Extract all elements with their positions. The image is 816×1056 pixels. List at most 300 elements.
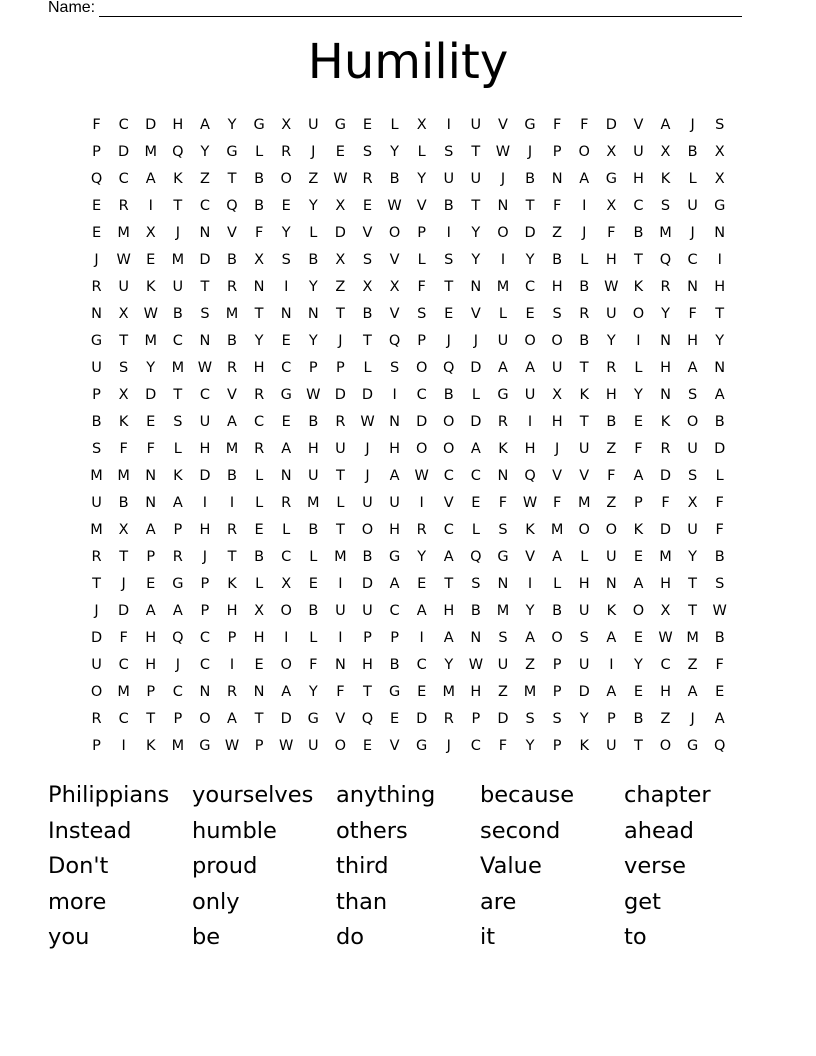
grid-letter[interactable]: G bbox=[388, 684, 401, 700]
grid-letter[interactable]: W bbox=[197, 360, 213, 376]
grid-letter[interactable]: D bbox=[361, 576, 374, 592]
grid-letter[interactable]: T bbox=[335, 522, 345, 538]
grid-letter[interactable]: F bbox=[715, 522, 724, 538]
grid-letter[interactable]: K bbox=[145, 279, 156, 295]
grid-letter[interactable]: C bbox=[633, 198, 644, 214]
grid-letter[interactable]: T bbox=[444, 576, 454, 592]
grid-letter[interactable]: C bbox=[172, 333, 183, 349]
grid-letter[interactable]: G bbox=[388, 549, 401, 565]
grid-letter[interactable]: A bbox=[281, 684, 292, 700]
grid-letter[interactable]: Y bbox=[227, 117, 237, 133]
grid-letter[interactable]: B bbox=[470, 603, 481, 619]
grid-letter[interactable]: L bbox=[715, 468, 724, 484]
grid-letter[interactable]: O bbox=[632, 306, 645, 322]
grid-letter[interactable]: K bbox=[606, 603, 617, 619]
grid-letter[interactable]: H bbox=[145, 630, 157, 646]
grid-letter[interactable]: D bbox=[659, 468, 672, 484]
grid-letter[interactable]: U bbox=[470, 117, 482, 133]
grid-letter[interactable]: P bbox=[471, 711, 481, 727]
grid-letter[interactable]: H bbox=[307, 441, 319, 457]
grid-letter[interactable]: H bbox=[199, 441, 211, 457]
grid-letter[interactable]: Q bbox=[388, 333, 401, 349]
grid-letter[interactable]: T bbox=[227, 549, 237, 565]
grid-letter[interactable]: P bbox=[308, 360, 318, 376]
grid-letter[interactable]: X bbox=[389, 279, 400, 295]
grid-letter[interactable]: U bbox=[307, 468, 319, 484]
grid-letter[interactable]: Y bbox=[606, 333, 616, 349]
grid-letter[interactable]: X bbox=[416, 117, 427, 133]
grid-letter[interactable]: I bbox=[148, 198, 153, 214]
grid-letter[interactable]: Y bbox=[525, 738, 535, 754]
grid-letter[interactable]: L bbox=[255, 468, 264, 484]
grid-letter[interactable]: W bbox=[224, 738, 240, 754]
grid-letter[interactable]: L bbox=[580, 549, 589, 565]
grid-letter[interactable]: M bbox=[496, 279, 510, 295]
grid-letter[interactable]: J bbox=[473, 333, 478, 349]
grid-letter[interactable]: R bbox=[335, 414, 346, 430]
grid-letter[interactable]: T bbox=[579, 414, 589, 430]
grid-letter[interactable]: W bbox=[658, 630, 673, 646]
grid-letter[interactable]: V bbox=[227, 387, 237, 403]
grid-letter[interactable]: Y bbox=[444, 657, 454, 673]
grid-letter[interactable]: R bbox=[660, 441, 671, 457]
grid-letter[interactable]: Y bbox=[417, 549, 427, 565]
grid-letter[interactable]: X bbox=[118, 387, 129, 403]
grid-letter[interactable]: J bbox=[690, 225, 695, 241]
grid-letter[interactable]: H bbox=[524, 441, 536, 457]
grid-letter[interactable]: M bbox=[523, 684, 537, 700]
grid-letter[interactable]: P bbox=[227, 630, 237, 646]
grid-letter[interactable]: T bbox=[363, 684, 372, 700]
grid-letter[interactable]: R bbox=[362, 171, 373, 187]
grid-letter[interactable]: B bbox=[389, 171, 400, 187]
grid-letter[interactable]: H bbox=[362, 657, 373, 673]
grid-letter[interactable]: S bbox=[579, 630, 589, 646]
grid-letter[interactable]: P bbox=[173, 711, 183, 727]
grid-letter[interactable]: R bbox=[226, 279, 238, 295]
grid-letter[interactable]: N bbox=[145, 468, 157, 484]
grid-letter[interactable]: S bbox=[715, 576, 725, 592]
grid-letter[interactable]: A bbox=[389, 576, 400, 592]
grid-letter[interactable]: H bbox=[389, 441, 401, 457]
grid-letter[interactable]: A bbox=[145, 603, 156, 619]
grid-letter[interactable]: K bbox=[660, 171, 671, 187]
grid-letter[interactable]: L bbox=[173, 441, 182, 457]
grid-letter[interactable]: K bbox=[633, 279, 644, 295]
grid-letter[interactable]: B bbox=[714, 549, 725, 565]
grid-letter[interactable]: S bbox=[281, 252, 291, 268]
grid-letter[interactable]: P bbox=[173, 522, 183, 538]
grid-letter[interactable]: V bbox=[633, 117, 644, 133]
grid-letter[interactable]: O bbox=[605, 522, 618, 538]
grid-letter[interactable]: F bbox=[688, 306, 697, 322]
grid-letter[interactable]: A bbox=[281, 441, 292, 457]
grid-letter[interactable]: N bbox=[687, 279, 699, 295]
grid-letter[interactable]: X bbox=[714, 171, 725, 187]
grid-letter[interactable]: S bbox=[444, 252, 454, 268]
grid-letter[interactable]: H bbox=[551, 414, 563, 430]
grid-letter[interactable]: U bbox=[118, 279, 129, 295]
grid-letter[interactable]: E bbox=[444, 306, 454, 322]
grid-letter[interactable]: W bbox=[306, 387, 321, 403]
grid-letter[interactable]: I bbox=[527, 576, 533, 592]
grid-letter[interactable]: C bbox=[118, 657, 129, 673]
grid-letter[interactable]: X bbox=[335, 252, 346, 268]
grid-letter[interactable]: T bbox=[146, 711, 156, 727]
grid-letter[interactable]: C bbox=[660, 657, 671, 673]
grid-letter[interactable]: L bbox=[363, 360, 372, 376]
grid-letter[interactable]: V bbox=[362, 225, 373, 241]
grid-letter[interactable]: H bbox=[605, 252, 617, 268]
grid-letter[interactable]: U bbox=[172, 279, 184, 295]
grid-letter[interactable]: M bbox=[550, 522, 564, 538]
grid-letter[interactable]: O bbox=[90, 684, 103, 700]
grid-letter[interactable]: X bbox=[281, 576, 292, 592]
grid-letter[interactable]: N bbox=[497, 198, 509, 214]
grid-letter[interactable]: L bbox=[417, 144, 426, 160]
grid-letter[interactable]: A bbox=[443, 549, 454, 565]
grid-letter[interactable]: W bbox=[143, 306, 158, 322]
grid-letter[interactable]: V bbox=[579, 468, 590, 484]
grid-letter[interactable]: H bbox=[687, 333, 699, 349]
grid-letter[interactable]: O bbox=[415, 360, 428, 376]
grid-letter[interactable]: P bbox=[363, 630, 372, 646]
grid-letter[interactable]: S bbox=[417, 306, 427, 322]
grid-letter[interactable]: S bbox=[552, 711, 562, 727]
grid-letter[interactable]: X bbox=[714, 144, 725, 160]
grid-letter[interactable]: X bbox=[118, 306, 129, 322]
grid-letter[interactable]: A bbox=[714, 711, 725, 727]
grid-letter[interactable]: N bbox=[497, 576, 509, 592]
grid-letter[interactable]: S bbox=[498, 522, 508, 538]
grid-letter[interactable]: G bbox=[172, 576, 184, 592]
grid-letter[interactable]: D bbox=[605, 117, 617, 133]
grid-letter[interactable]: B bbox=[633, 225, 644, 241]
grid-letter[interactable]: C bbox=[524, 279, 536, 295]
grid-letter[interactable]: Q bbox=[470, 549, 482, 565]
grid-letter[interactable]: E bbox=[146, 252, 156, 268]
grid-letter[interactable]: U bbox=[578, 657, 590, 673]
grid-letter[interactable]: U bbox=[389, 495, 400, 511]
grid-letter[interactable]: B bbox=[362, 306, 373, 322]
grid-letter[interactable]: S bbox=[552, 306, 562, 322]
grid-letter[interactable]: M bbox=[225, 441, 239, 457]
grid-letter[interactable]: M bbox=[171, 252, 185, 268]
grid-letter[interactable]: P bbox=[92, 144, 101, 160]
grid-letter[interactable]: H bbox=[660, 684, 671, 700]
grid-letter[interactable]: B bbox=[443, 387, 454, 403]
grid-letter[interactable]: G bbox=[524, 117, 536, 133]
grid-letter[interactable]: I bbox=[446, 225, 451, 241]
grid-letter[interactable]: I bbox=[582, 198, 587, 214]
grid-letter[interactable]: K bbox=[579, 387, 589, 403]
grid-letter[interactable]: T bbox=[227, 171, 237, 187]
grid-letter[interactable]: R bbox=[606, 360, 617, 376]
grid-letter[interactable]: R bbox=[497, 414, 508, 430]
grid-letter[interactable]: S bbox=[362, 252, 373, 268]
grid-letter[interactable]: H bbox=[632, 171, 644, 187]
grid-letter[interactable]: B bbox=[254, 198, 265, 214]
grid-letter[interactable]: D bbox=[334, 225, 346, 241]
grid-letter[interactable]: P bbox=[606, 711, 616, 727]
grid-letter[interactable]: B bbox=[714, 414, 725, 430]
grid-letter[interactable]: N bbox=[253, 279, 265, 295]
grid-letter[interactable]: Y bbox=[308, 198, 318, 214]
grid-letter[interactable]: G bbox=[334, 117, 347, 133]
grid-letter[interactable]: M bbox=[659, 225, 672, 241]
grid-letter[interactable]: D bbox=[199, 252, 211, 268]
grid-letter[interactable]: C bbox=[199, 387, 210, 403]
grid-letter[interactable]: Z bbox=[199, 171, 210, 187]
grid-letter[interactable]: Q bbox=[524, 468, 536, 484]
grid-letter[interactable]: S bbox=[444, 144, 454, 160]
grid-letter[interactable]: H bbox=[660, 360, 671, 376]
grid-letter[interactable]: C bbox=[199, 630, 210, 646]
grid-letter[interactable]: M bbox=[442, 684, 456, 700]
grid-letter[interactable]: P bbox=[552, 657, 562, 673]
grid-letter[interactable]: T bbox=[119, 549, 129, 565]
grid-letter[interactable]: M bbox=[117, 684, 130, 700]
grid-letter[interactable]: F bbox=[607, 225, 616, 241]
grid-letter[interactable]: H bbox=[226, 603, 238, 619]
grid-letter[interactable]: E bbox=[281, 414, 291, 430]
grid-letter[interactable]: R bbox=[91, 279, 102, 295]
grid-letter[interactable]: H bbox=[443, 603, 455, 619]
grid-letter[interactable]: V bbox=[525, 549, 535, 565]
grid-letter[interactable]: L bbox=[309, 630, 318, 646]
grid-letter[interactable]: J bbox=[175, 657, 180, 673]
grid-letter[interactable]: N bbox=[280, 468, 292, 484]
grid-letter[interactable]: U bbox=[551, 360, 563, 376]
grid-letter[interactable]: B bbox=[579, 279, 590, 295]
grid-letter[interactable]: O bbox=[497, 225, 509, 241]
grid-letter[interactable]: Z bbox=[687, 657, 698, 673]
grid-letter[interactable]: A bbox=[525, 360, 535, 376]
grid-letter[interactable]: C bbox=[172, 684, 183, 700]
grid-letter[interactable]: U bbox=[362, 495, 373, 511]
grid-letter[interactable]: X bbox=[606, 198, 617, 214]
grid-letter[interactable]: S bbox=[173, 414, 183, 430]
grid-letter[interactable]: J bbox=[690, 117, 695, 133]
grid-letter[interactable]: O bbox=[524, 333, 536, 349]
grid-letter[interactable]: T bbox=[173, 198, 183, 214]
grid-letter[interactable]: I bbox=[284, 279, 289, 295]
grid-letter[interactable]: B bbox=[308, 414, 319, 430]
grid-letter[interactable]: D bbox=[199, 468, 211, 484]
grid-letter[interactable]: B bbox=[254, 549, 265, 565]
grid-letter[interactable]: A bbox=[172, 603, 183, 619]
grid-letter[interactable]: T bbox=[633, 738, 643, 754]
grid-letter[interactable]: E bbox=[362, 198, 373, 214]
grid-letter[interactable]: S bbox=[715, 117, 725, 133]
grid-letter[interactable]: B bbox=[552, 603, 563, 619]
grid-letter[interactable]: I bbox=[446, 117, 451, 133]
grid-letter[interactable]: T bbox=[688, 576, 698, 592]
grid-letter[interactable]: L bbox=[471, 522, 480, 538]
grid-letter[interactable]: C bbox=[199, 198, 210, 214]
grid-letter[interactable]: M bbox=[171, 360, 185, 376]
grid-letter[interactable]: E bbox=[525, 306, 535, 322]
grid-letter[interactable]: Z bbox=[525, 657, 536, 673]
grid-letter[interactable]: T bbox=[579, 360, 589, 376]
grid-letter[interactable]: A bbox=[687, 684, 698, 700]
grid-letter[interactable]: E bbox=[146, 414, 156, 430]
grid-letter[interactable]: M bbox=[144, 144, 157, 160]
grid-letter[interactable]: Y bbox=[390, 144, 399, 160]
grid-letter[interactable]: X bbox=[254, 603, 265, 619]
grid-letter[interactable]: S bbox=[91, 441, 102, 457]
grid-letter[interactable]: I bbox=[392, 387, 397, 403]
grid-letter[interactable]: A bbox=[470, 441, 481, 457]
grid-letter[interactable]: M bbox=[307, 495, 320, 511]
grid-letter[interactable]: B bbox=[172, 306, 183, 322]
grid-letter[interactable]: A bbox=[660, 117, 671, 133]
grid-letter[interactable]: X bbox=[362, 279, 373, 295]
grid-letter[interactable]: F bbox=[580, 117, 589, 133]
grid-letter[interactable]: L bbox=[390, 117, 399, 133]
grid-letter[interactable]: E bbox=[281, 333, 291, 349]
grid-letter[interactable]: F bbox=[498, 495, 508, 511]
grid-letter[interactable]: C bbox=[443, 522, 454, 538]
grid-letter[interactable]: R bbox=[281, 144, 292, 160]
grid-letter[interactable]: H bbox=[660, 576, 671, 592]
grid-letter[interactable]: C bbox=[443, 468, 454, 484]
grid-letter[interactable]: D bbox=[659, 522, 672, 538]
grid-letter[interactable]: N bbox=[253, 684, 265, 700]
grid-letter[interactable]: I bbox=[717, 252, 722, 268]
grid-letter[interactable]: L bbox=[498, 306, 507, 322]
grid-letter[interactable]: U bbox=[578, 603, 590, 619]
grid-letter[interactable]: C bbox=[389, 603, 400, 619]
grid-letter[interactable]: D bbox=[714, 441, 726, 457]
grid-letter[interactable]: B bbox=[227, 333, 237, 349]
grid-letter[interactable]: M bbox=[334, 549, 347, 565]
grid-letter[interactable]: M bbox=[144, 333, 157, 349]
grid-letter[interactable]: Q bbox=[226, 198, 238, 214]
grid-letter[interactable]: V bbox=[335, 711, 346, 727]
grid-letter[interactable]: W bbox=[279, 738, 294, 754]
grid-letter[interactable]: M bbox=[225, 306, 239, 322]
grid-letter[interactable]: I bbox=[338, 576, 343, 592]
grid-letter[interactable]: H bbox=[389, 522, 401, 538]
grid-letter[interactable]: U bbox=[606, 306, 617, 322]
grid-letter[interactable]: N bbox=[280, 306, 292, 322]
grid-letter[interactable]: B bbox=[362, 549, 373, 565]
grid-letter[interactable]: B bbox=[308, 522, 319, 538]
grid-letter[interactable]: D bbox=[118, 603, 130, 619]
grid-letter[interactable]: F bbox=[607, 468, 616, 484]
grid-letter[interactable]: H bbox=[605, 387, 617, 403]
grid-letter[interactable]: J bbox=[500, 171, 506, 187]
grid-letter[interactable]: I bbox=[229, 657, 235, 673]
grid-letter[interactable]: C bbox=[118, 117, 129, 133]
grid-letter[interactable]: E bbox=[633, 684, 643, 700]
grid-letter[interactable]: Z bbox=[606, 441, 617, 457]
grid-letter[interactable]: B bbox=[579, 333, 590, 349]
grid-letter[interactable]: T bbox=[173, 387, 183, 403]
grid-letter[interactable]: G bbox=[280, 387, 292, 403]
grid-letter[interactable]: S bbox=[200, 306, 210, 322]
grid-letter[interactable]: A bbox=[145, 171, 156, 187]
grid-letter[interactable]: F bbox=[552, 495, 562, 511]
grid-letter[interactable]: I bbox=[202, 495, 208, 511]
grid-letter[interactable]: H bbox=[551, 279, 563, 295]
grid-letter[interactable]: F bbox=[552, 117, 562, 133]
grid-letter[interactable]: U bbox=[633, 144, 644, 160]
grid-letter[interactable]: Y bbox=[308, 279, 318, 295]
grid-letter[interactable]: F bbox=[498, 738, 508, 754]
grid-letter[interactable]: C bbox=[281, 360, 292, 376]
grid-letter[interactable]: X bbox=[552, 387, 563, 403]
grid-letter[interactable]: X bbox=[660, 603, 671, 619]
grid-letter[interactable]: C bbox=[199, 657, 210, 673]
grid-letter[interactable]: A bbox=[389, 468, 400, 484]
grid-letter[interactable]: N bbox=[714, 225, 726, 241]
grid-letter[interactable]: O bbox=[388, 225, 401, 241]
grid-letter[interactable]: C bbox=[470, 468, 481, 484]
grid-letter[interactable]: A bbox=[633, 468, 644, 484]
grid-letter[interactable]: A bbox=[606, 684, 617, 700]
grid-letter[interactable]: G bbox=[226, 144, 238, 160]
grid-letter[interactable]: U bbox=[497, 657, 509, 673]
grid-letter[interactable]: T bbox=[254, 711, 264, 727]
grid-letter[interactable]: L bbox=[417, 252, 426, 268]
grid-letter[interactable]: Y bbox=[525, 252, 535, 268]
grid-letter[interactable]: N bbox=[199, 225, 211, 241]
grid-letter[interactable]: R bbox=[91, 711, 102, 727]
grid-letter[interactable]: S bbox=[362, 144, 373, 160]
grid-letter[interactable]: U bbox=[91, 360, 102, 376]
grid-letter[interactable]: U bbox=[497, 333, 509, 349]
grid-letter[interactable]: K bbox=[579, 738, 589, 754]
grid-letter[interactable]: N bbox=[605, 576, 617, 592]
grid-letter[interactable]: J bbox=[365, 468, 370, 484]
grid-letter[interactable]: W bbox=[360, 414, 375, 430]
grid-letter[interactable]: R bbox=[660, 279, 671, 295]
grid-letter[interactable]: B bbox=[118, 495, 129, 511]
grid-letter[interactable]: T bbox=[363, 333, 372, 349]
grid-letter[interactable]: O bbox=[334, 738, 347, 754]
grid-letter[interactable]: B bbox=[254, 171, 265, 187]
grid-letter[interactable]: D bbox=[578, 684, 590, 700]
grid-letter[interactable]: E bbox=[633, 630, 643, 646]
grid-letter[interactable]: J bbox=[582, 225, 587, 241]
grid-letter[interactable]: Q bbox=[659, 252, 672, 268]
grid-letter[interactable]: B bbox=[525, 171, 536, 187]
grid-letter[interactable]: F bbox=[119, 630, 128, 646]
grid-letter[interactable]: Y bbox=[471, 225, 481, 241]
grid-letter[interactable]: J bbox=[121, 576, 126, 592]
grid-letter[interactable]: R bbox=[172, 549, 183, 565]
grid-letter[interactable]: H bbox=[199, 522, 211, 538]
grid-letter[interactable]: Y bbox=[471, 252, 481, 268]
grid-letter[interactable]: E bbox=[633, 414, 643, 430]
grid-letter[interactable]: N bbox=[551, 171, 563, 187]
grid-letter[interactable]: A bbox=[606, 630, 617, 646]
grid-letter[interactable]: A bbox=[552, 549, 563, 565]
grid-letter[interactable]: X bbox=[281, 117, 292, 133]
grid-letter[interactable]: X bbox=[660, 144, 671, 160]
grid-letter[interactable]: D bbox=[470, 414, 482, 430]
grid-letter[interactable]: J bbox=[690, 711, 695, 727]
grid-letter[interactable]: Y bbox=[200, 144, 210, 160]
grid-letter[interactable]: D bbox=[524, 225, 536, 241]
grid-letter[interactable]: E bbox=[362, 738, 373, 754]
grid-letter[interactable]: O bbox=[659, 738, 672, 754]
grid-letter[interactable]: R bbox=[226, 360, 238, 376]
grid-letter[interactable]: Y bbox=[254, 333, 264, 349]
grid-letter[interactable]: D bbox=[416, 414, 428, 430]
